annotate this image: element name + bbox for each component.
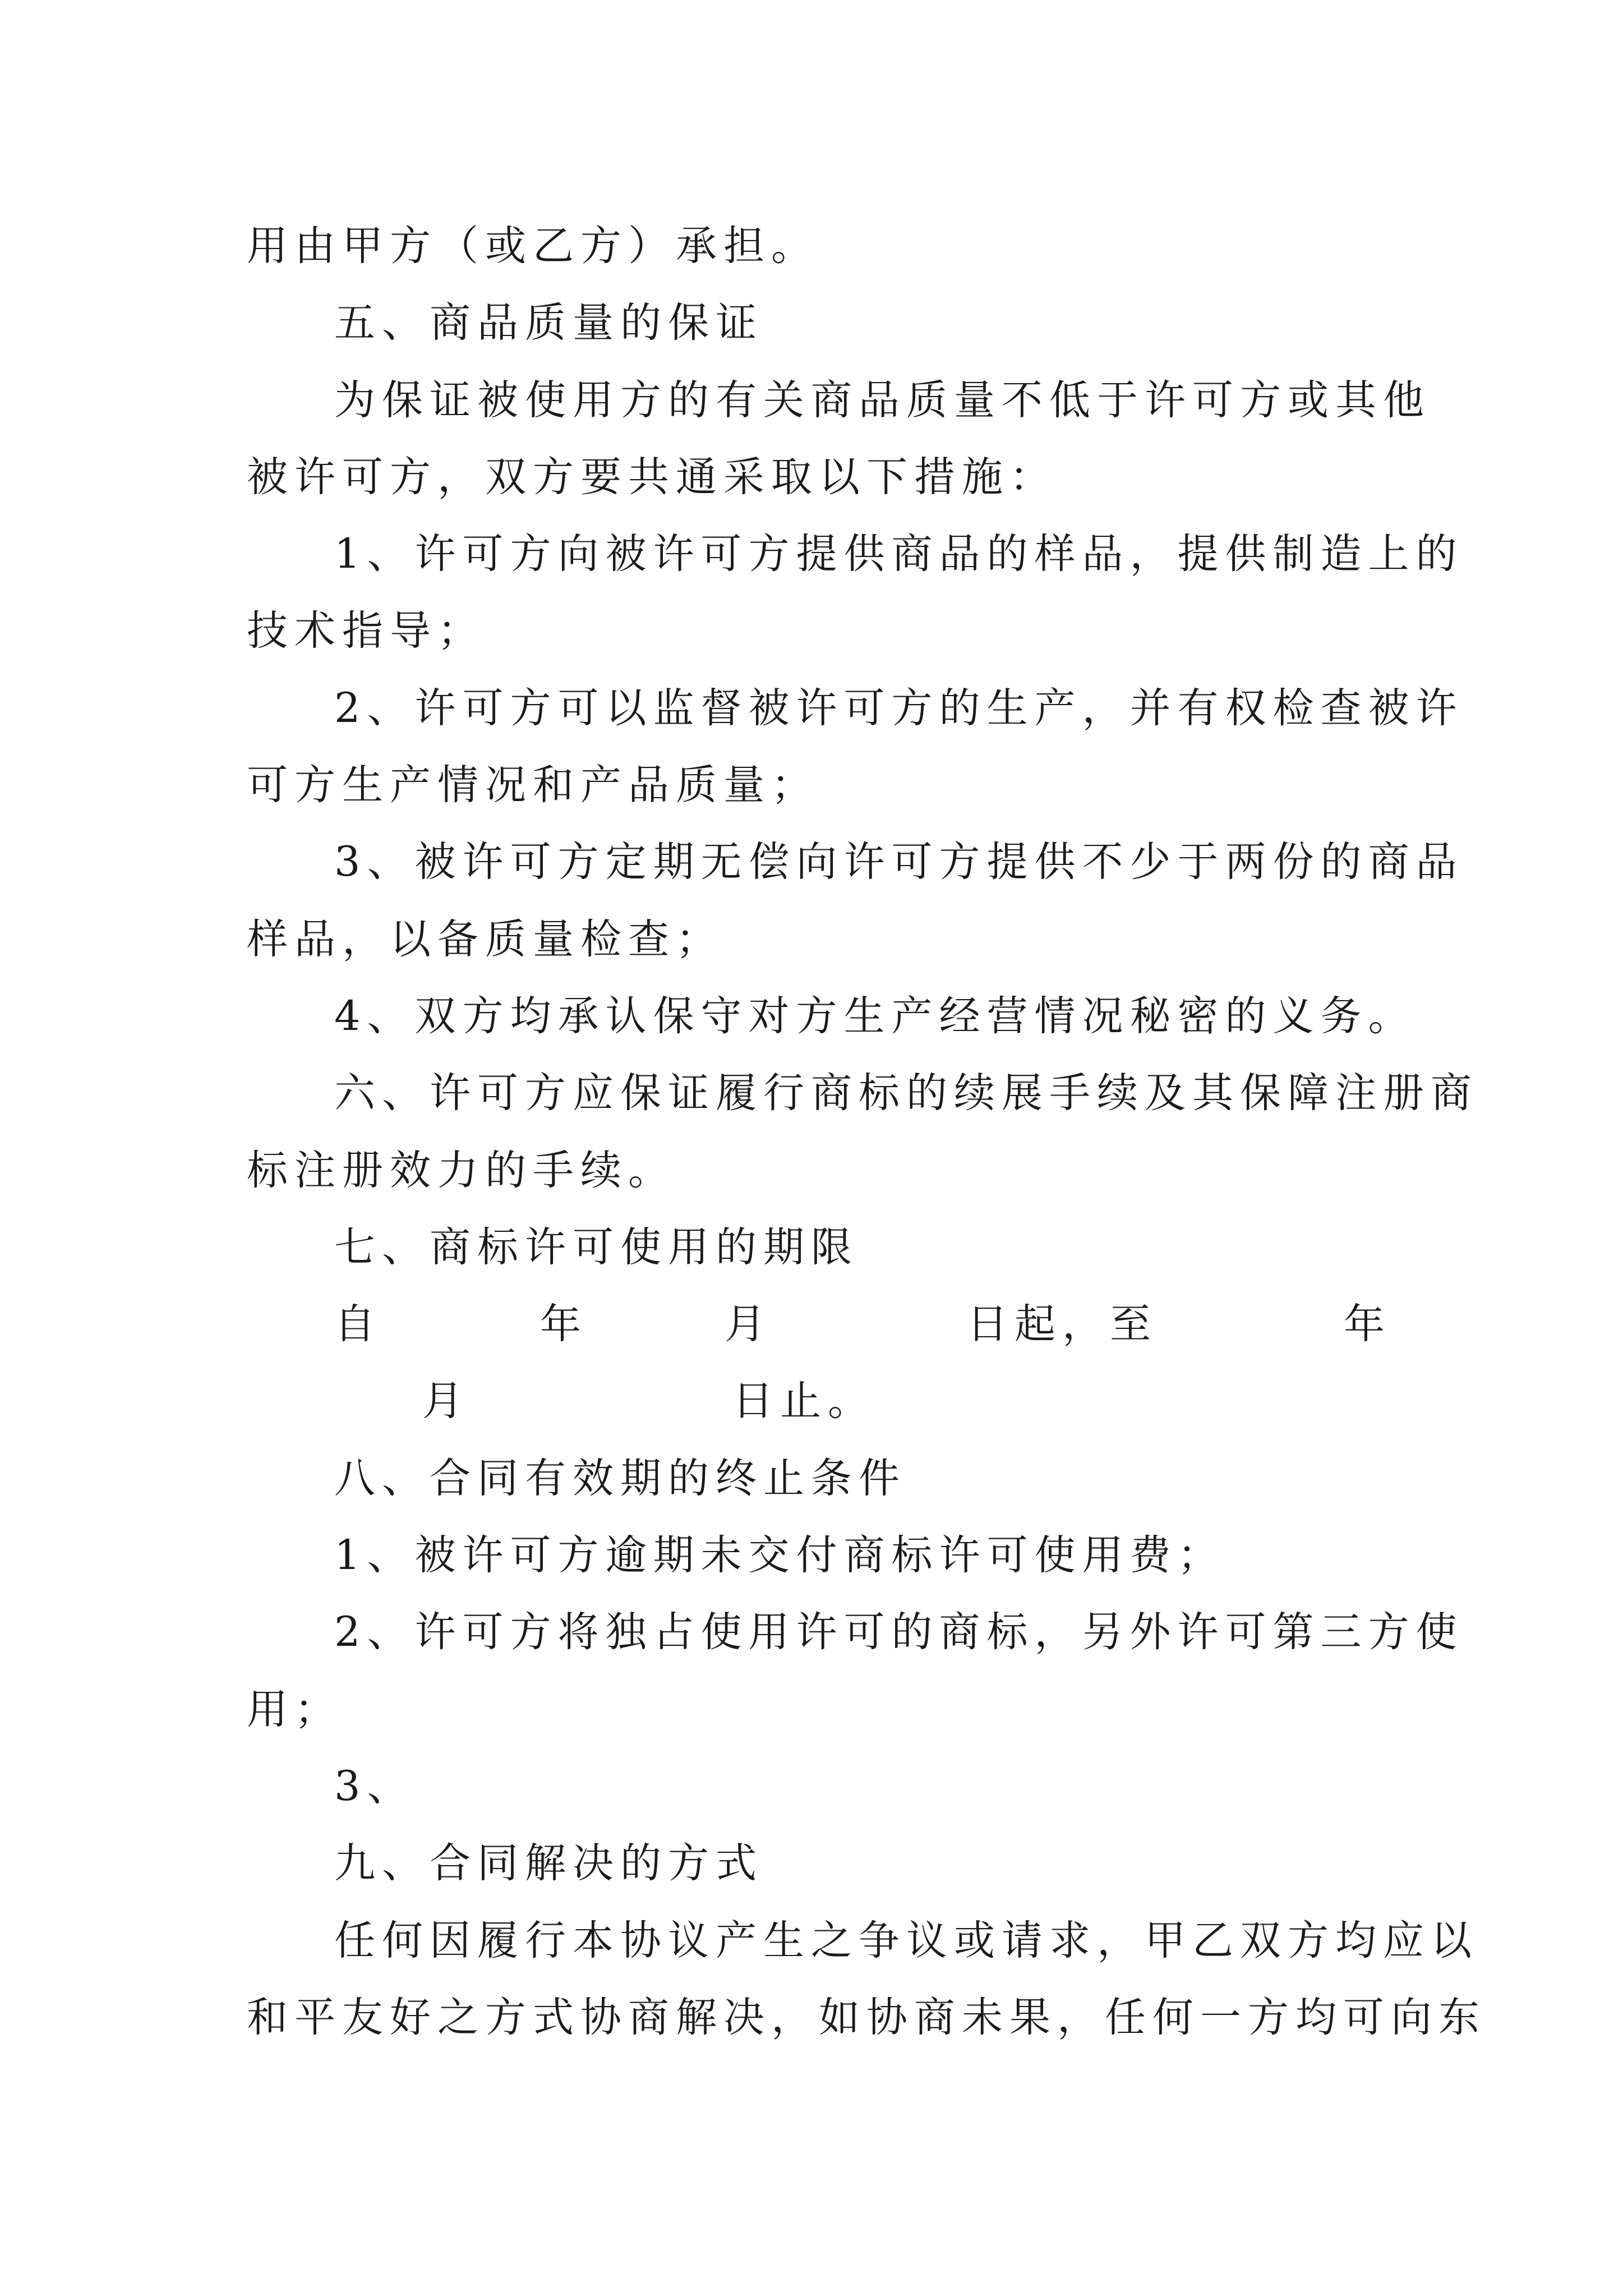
date-fill-line xyxy=(247,1363,1391,1439)
list-item: 4、双方均承认保守对方生产经营情况秘密的义务。 xyxy=(334,992,1416,1040)
list-item: 3、被许可方定期无偿向许可方提供不少于两份的商品 xyxy=(334,838,1464,886)
section-heading: 五、商品质量的保证 xyxy=(334,299,763,347)
section-heading: 九、合同解决的方式 xyxy=(334,1839,763,1888)
section-heading: 六、许可方应保证履行商标的续展手续及其保障注册商 xyxy=(334,1069,1478,1117)
paragraph-line: 可方生产情况和产品质量； xyxy=(247,761,819,809)
date-text-from: 自 xyxy=(334,1300,382,1349)
date-text-month-2: 月 xyxy=(422,1377,470,1425)
paragraph-line: 用； xyxy=(247,1685,342,1733)
list-item: 2、许可方可以监督被许可方的生产，并有权检查被许 xyxy=(334,684,1464,732)
paragraph-line: 标注册效力的手续。 xyxy=(247,1146,676,1194)
paragraph-line: 为保证被使用方的有关商品质量不低于许可方或其他 xyxy=(334,376,1431,424)
date-text-year-2: 年 xyxy=(1344,1300,1391,1349)
date-text-year: 年 xyxy=(540,1300,588,1349)
date-text-day-to: 日起，至 xyxy=(967,1300,1158,1349)
list-item: 3、 xyxy=(334,1762,415,1810)
paragraph-line: 技术指导； xyxy=(247,607,485,655)
date-text-day-end: 日止。 xyxy=(732,1377,875,1425)
paragraph-line: 和平友好之方式协商解决，如协商未果，任何一方均可向东 xyxy=(247,1993,1486,2041)
date-text-month: 月 xyxy=(725,1300,772,1349)
paragraph-line: 用由甲方（或乙方）承担。 xyxy=(247,222,819,270)
list-item: 1、被许可方逾期未交付商标许可使用费； xyxy=(334,1531,1225,1580)
section-heading: 七、商标许可使用的期限 xyxy=(334,1223,859,1271)
paragraph-line: 被许可方，双方要共通采取以下措施： xyxy=(247,453,1057,501)
list-item: 2、许可方将独占使用许可的商标，另外许可第三方使 xyxy=(334,1608,1464,1657)
list-item: 1、许可方向被许可方提供商品的样品，提供制造上的 xyxy=(334,530,1464,578)
document-body xyxy=(247,208,1486,2056)
date-fill-line xyxy=(247,1286,1391,1363)
paragraph-line: 样品，以备质量检查； xyxy=(247,915,723,963)
section-heading: 八、合同有效期的终止条件 xyxy=(334,1454,906,1502)
paragraph-line: 任何因履行本协议产生之争议或请求，甲乙双方均应以 xyxy=(334,1916,1478,1964)
